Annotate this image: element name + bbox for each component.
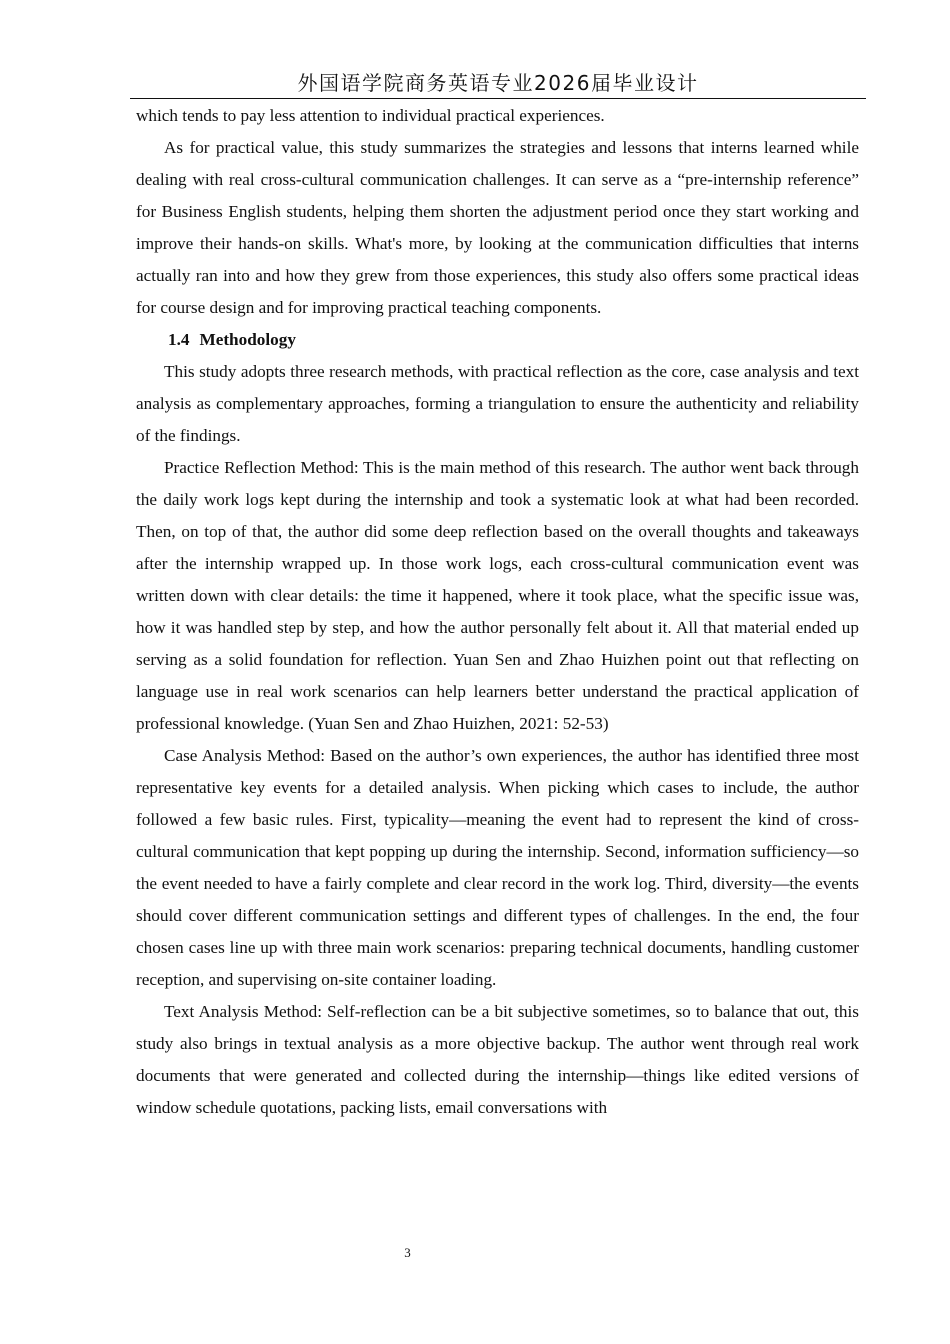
section-heading (136, 324, 859, 356)
header-rule (130, 98, 866, 99)
paragraph-continuation: which tends to pay less attention to individual practical experiences. (136, 106, 605, 125)
paragraph-practice-reflection: Practice Reflection Method: This is the main method of this research. The author went back through the daily work logs kept during the internship and took a systematic look at what had been recorded. Then, on top of that, the author did some deep reflection based on the overall thoughts and takeaways after the internship wrapped up. In those work logs, each cross-cultural communication event was written down with clear details: the time it happened, where it took place, what the specific issue was, how it was handled step by step, and how the author personally felt about it. All that material ended up serving as a solid foundation for reflection. Yuan Sen and Zhao Huizhen point out that reflecting on language use in real work scenarios can help learners better understand the practical application of professional knowledge. (Yuan Sen and Zhao Huizhen, 2021: 52-53) (136, 458, 859, 733)
paragraph-text-analysis: Text Analysis Method: Self-reflection can be a bit subjective sometimes, so to balance that out, this study also brings in textual analysis as a more objective backup. The author went through real work documents that were generated and collected during the internship—things like edited versions of window schedule quotations, packing lists, email conversations with (136, 1002, 859, 1117)
paragraph-practical-value: As for practical value, this study summarizes the strategies and lessons that interns learned while dealing with real cross-cultural communication challenges. It can serve as a “pre-internship reference” for Business English students, helping them shorten the adjustment period once they start working and improve their hands-on skills. What's more, by looking at the communication difficulties that interns actually ran into and how they grew from those experiences, this study also offers some practical ideas for course design and for improving practical teaching components. (136, 138, 859, 317)
paragraph-methods-overview: This study adopts three research methods, with practical reflection as the core, case analysis and text analysis as complementary approaches, forming a triangulation to ensure the authenticity and reliability of the findings. (136, 362, 859, 445)
page-number: 3 (404, 1245, 411, 1260)
running-header: 外国语学院商务英语专业2026届毕业设计 (297, 71, 699, 95)
section-number: 1.4 (168, 330, 190, 349)
paragraph-case-analysis: Case Analysis Method: Based on the author’s own experiences, the author has identified three most representative key events for a detailed analysis. When picking which cases to include, the author followed a few basic rules. First, typicality—meaning the event had to represent the kind of cross-cultural communication that kept popping up during the internship. Second, information sufficiency—so the event needed to have a fairly complete and clear record in the work log. Third, diversity—the events should cover different communication settings and different types of challenges. In the end, the four chosen cases line up with three main work scenarios: preparing technical documents, handling customer reception, and supervising on-site container loading. (136, 746, 859, 989)
page-body (136, 100, 859, 1124)
section-title: Methodology (199, 330, 296, 349)
